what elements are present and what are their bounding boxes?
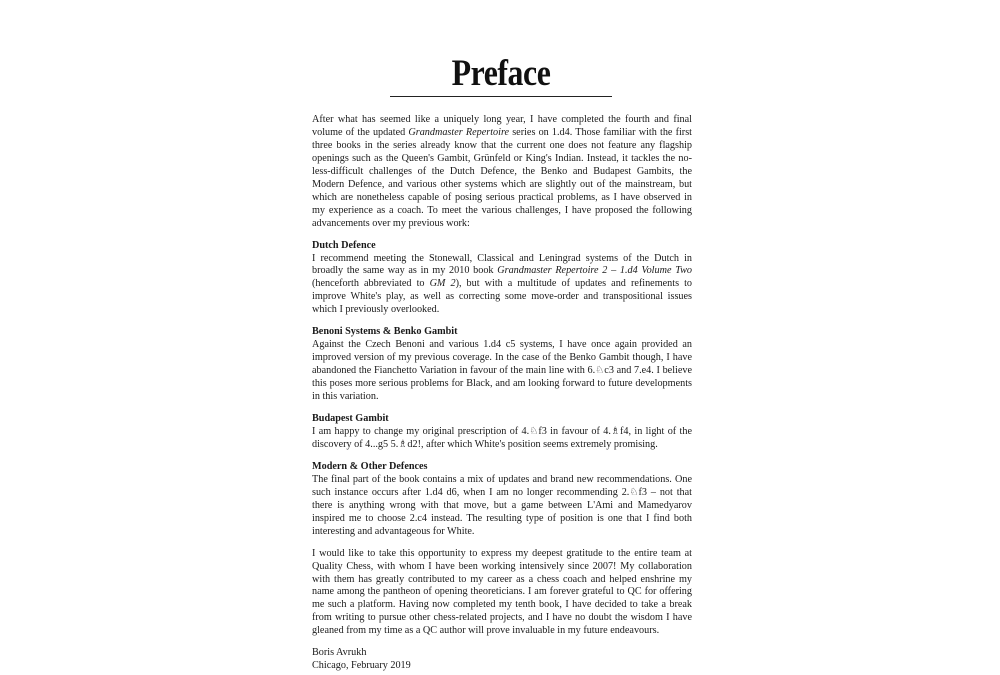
section-heading-dutch: Dutch Defence <box>312 239 376 251</box>
dutch-text-1: I recommend meeting the Stonewall, Classical and Leningrad systems of the Dutch in broadly the same way as in my 2010 book <box>312 252 692 277</box>
budapest-text: I am happy to change my original prescription of 4.♘f3 in favour of 4.♗f4, in light of the discovery of 4...g5 5.♗d2!, after which White's position seems extremely promising. <box>312 425 692 450</box>
benoni-text: Against the Czech Benoni and various 1.d4 c5 systems, I have once again provided an improved version of my previous coverage. In the case of the Benko Gambit though, I have abandoned the Fianchetto Variation in favour of the main line with 6.♘c3 and 7.e4. I believe this poses more serious problems for Black, and am looking forward to future developments in this variation. <box>312 339 692 403</box>
dutch-text-2: (henceforth abbreviated to <box>312 278 430 290</box>
dutch-abbreviation: GM 2 <box>429 278 456 290</box>
section-dutch <box>312 240 692 318</box>
document-body <box>312 114 692 673</box>
dutch-book-title: Grandmaster Repertoire 2 – 1.d4 Volume Two <box>497 265 692 277</box>
section-heading-budapest: Budapest Gambit <box>312 413 389 425</box>
title-underline <box>390 96 612 97</box>
signature-name: Boris Avrukh <box>312 647 367 659</box>
section-heading-benoni: Benoni Systems & Benko Gambit <box>312 326 458 338</box>
closing-paragraph: I would like to take this opportunity to express my deepest gratitude to the entire team at Quality Chess, with whom I have been working intensively since 2007! My collaboration with them has greatly contributed to my career as a chess coach and helped enshrine my name among the pantheon of opening theoreticians. I am forever grateful to QC for offering me such a platform. Having now completed my tenth book, I have decided to take a break from writing to pursue other chess-related projects, and I have no doubt the wisdom I have gleaned from my time as a QC author will prove invaluable in my future endeavours. <box>312 547 692 637</box>
page-title: Preface <box>451 53 551 94</box>
series-title: Grandmaster Repertoire <box>408 126 510 138</box>
dutch-text-3: ), but with a multitude of updates and refinements to improve White's play, as well as correcting some move-order and transpositional issues which I previously overlooked. <box>312 278 693 316</box>
intro-paragraph <box>312 114 692 231</box>
section-budapest <box>312 413 692 452</box>
section-heading-modern: Modern & Other Defences <box>312 460 428 472</box>
intro-text-1: After what has seemed like a uniquely long year, I have completed the fourth and final volume of the updated <box>312 114 692 138</box>
signature-place-date: Chicago, February 2019 <box>312 660 411 672</box>
section-benoni <box>312 326 692 404</box>
intro-text-2: series on 1.d4. Those familiar with the first three books in the series already know that the current one does not feature any flagship openings such as the Queen's Gambit, Grünfeld or King's Indian. Instead, it tackles the no-less-difficult challenges of the Dutch Defence, the Benko and Budapest Gambits, the Modern Defence, and various other systems which are slightly out of the mainstream, but which are nonetheless capable of posing serious practical problems, as I have observed in my experience as a coach. To meet the various challenges, I have proposed the following advancements over my previous work: <box>312 126 692 229</box>
section-modern <box>312 461 692 539</box>
modern-text: The final part of the book contains a mix of updates and brand new recommendations. One such instance occurs after 1.d4 d6, when I am no longer recommending 2.♘f3 – not that there is anything wrong with that move, but a game between L'Ami and Mamedyarov inspired me to choose 2.c4 instead. The resulting type of position is one that I find both interesting and advantageous for White. <box>312 473 692 537</box>
